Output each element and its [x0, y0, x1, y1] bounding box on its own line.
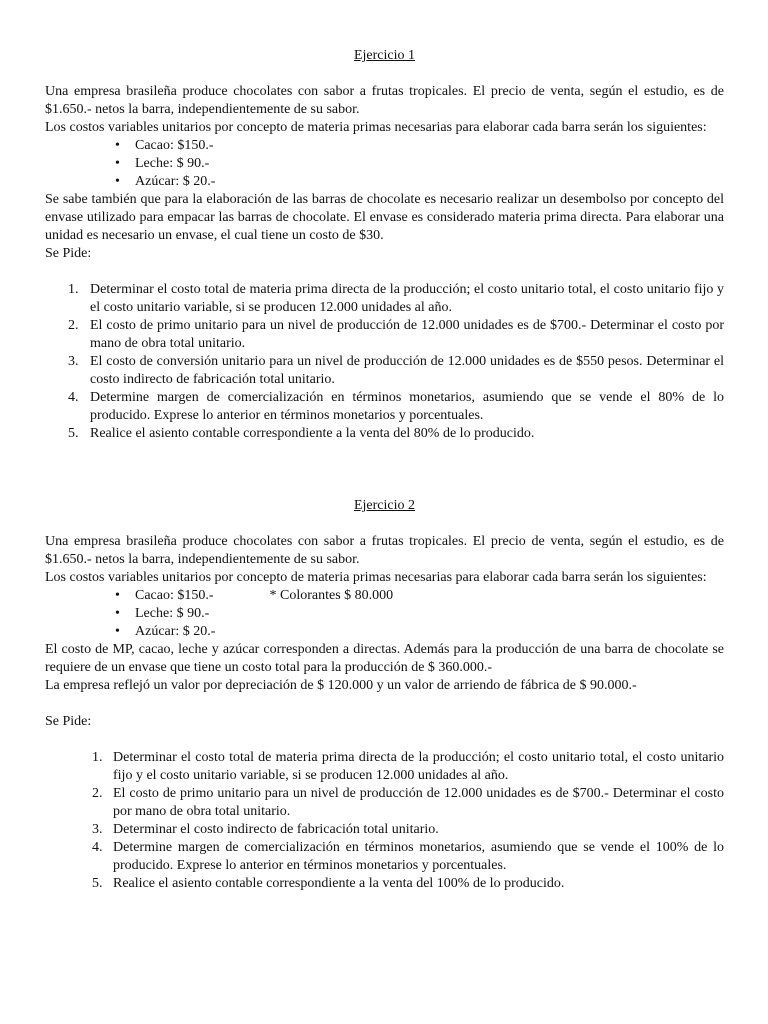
task-number: 2.: [92, 786, 103, 801]
colorantes-note: * Colorantes $ 80.000: [269, 588, 394, 603]
list-item: • Cacao: $150.-: [115, 137, 724, 155]
exercise-2: [45, 497, 724, 893]
task-number: 2.: [68, 318, 79, 333]
task-text: Determinar el costo total de materia prima directa de la producción; el costo unitario total, el costo unitario fijo y el costo unitario variable, si se producen 12.000 unidades al año.: [90, 282, 724, 315]
task-item: [45, 821, 724, 839]
exercise-1-packaging: Se sabe también que para la elaboración de las barras de chocolate es necesario realizar un desembolso por concepto del envase utilizado para empacar las barras de chocolate. El envase es considerado materia prima directa. Para elaborar una unidad es necesario un envase, el cual tiene un costo de $30.: [45, 192, 724, 243]
task-text: El costo de conversión unitario para un nivel de producción de 12.000 unidades es de $550 pesos. Determinar el costo indirecto de fabricación total unitario.: [90, 354, 724, 387]
exercise-1-costs-intro: Los costos variables unitarios por concepto de materia primas necesarias para elaborar cada barra serán los siguientes:: [45, 120, 707, 135]
task-item: [45, 425, 724, 443]
spacer: [45, 731, 724, 749]
exercise-1-cost-list: [45, 137, 724, 191]
task-number: 4.: [68, 390, 79, 405]
exercise-2-se-pide: Se Pide:: [45, 714, 92, 729]
task-text: Realice el asiento contable correspondiente a la venta del 100% de lo producido.: [113, 876, 565, 891]
spacer: [45, 65, 724, 83]
task-number: 3.: [68, 354, 79, 369]
list-item-text: Cacao: $150.-: [135, 588, 214, 603]
task-text: El costo de primo unitario para un nivel de producción de 12.000 unidades es de $700.- Determinar el costo por mano de obra total unitario.: [90, 318, 724, 351]
task-text: Determine margen de comercialización en términos monetarios, asumiendo que se vende el 100% de lo producido. Exprese lo anterior en términos monetarios y porcentuales.: [113, 840, 724, 873]
task-number: 4.: [92, 840, 103, 855]
task-text: Realice el asiento contable correspondiente a la venta del 80% de lo producido.: [90, 426, 535, 441]
task-number: 5.: [68, 426, 79, 441]
task-text: El costo de primo unitario para un nivel de producción de 12.000 unidades es de $700.- Determinar el costo por mano de obra total unitario.: [113, 786, 724, 819]
exercise-2-intro: Una empresa brasileña produce chocolates con sabor a frutas tropicales. El precio de venta, según el estudio, es de $1.650.- netos la barra, independientemente de su sabor.: [45, 534, 724, 567]
task-number: 1.: [92, 750, 103, 765]
exercise-1-se-pide: Se Pide:: [45, 246, 92, 261]
task-number: 5.: [92, 876, 103, 891]
task-item: [45, 749, 724, 785]
list-item: [115, 587, 724, 605]
task-item: [45, 875, 724, 893]
list-item: • Azúcar: $ 20.-: [115, 173, 724, 191]
exercise-2-direct-costs: El costo de MP, cacao, leche y azúcar corresponden a directas. Además para la producción de una barra de chocolate se requiere de un envase que tiene un costo total para la producción de $ 360.000.-: [45, 642, 724, 675]
task-number: 1.: [68, 282, 79, 297]
list-item: • Azúcar: $ 20.-: [115, 623, 724, 641]
exercise-1-intro: Una empresa brasileña produce chocolates con sabor a frutas tropicales. El precio de venta, según el estudio, es de $1.650.- netos la barra, independientemente de su sabor.: [45, 84, 724, 117]
exercise-2-tasks: [45, 749, 724, 893]
task-item: [45, 839, 724, 875]
task-text: Determinar el costo total de materia prima directa de la producción; el costo unitario total, el costo unitario fijo y el costo unitario variable, si se producen 12.000 unidades al año.: [113, 750, 724, 783]
task-text: Determine margen de comercialización en términos monetarios, asumiendo que se vende el 80% de lo producido. Exprese lo anterior en términos monetarios y porcentuales.: [90, 390, 724, 423]
task-item: [45, 389, 724, 425]
exercise-1: [45, 47, 724, 443]
task-item: [45, 317, 724, 353]
task-text: Determinar el costo indirecto de fabricación total unitario.: [113, 822, 439, 837]
task-item: [45, 281, 724, 317]
spacer: [45, 263, 724, 281]
exercise-2-costs-intro: Los costos variables unitarios por concepto de materia primas necesarias para elaborar cada barra serán los siguientes:: [45, 570, 707, 585]
task-item: [45, 353, 724, 389]
exercise-2-cost-list: [45, 587, 724, 641]
exercise-1-tasks: [45, 281, 724, 443]
list-item: • Leche: $ 90.-: [115, 155, 724, 173]
exercise-2-depreciation: La empresa reflejó un valor por depreciación de $ 120.000 y un valor de arriendo de fábrica de $ 90.000.-: [45, 678, 637, 693]
spacer: [45, 515, 724, 533]
task-number: 3.: [92, 822, 103, 837]
task-item: [45, 785, 724, 821]
exercise-2-title: Ejercicio 2: [353, 498, 416, 513]
exercise-1-title: Ejercicio 1: [353, 48, 416, 63]
spacer: [45, 695, 724, 713]
list-item: • Leche: $ 90.-: [115, 605, 724, 623]
